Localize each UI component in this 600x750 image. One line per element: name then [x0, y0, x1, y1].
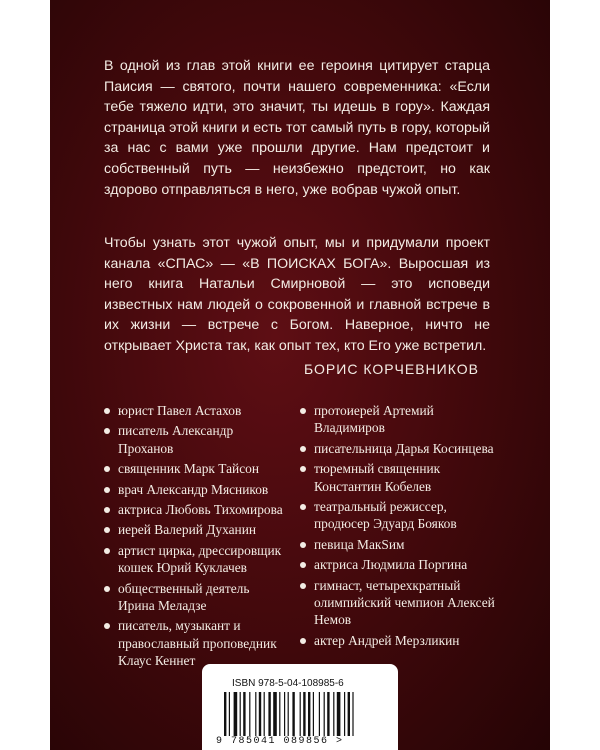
- participant-text: гимнаст, четырехкратный олимпийский чемпион Алексей Немов: [314, 577, 495, 628]
- barcode-bar: [313, 692, 314, 736]
- participant-text: иерей Валерий Духанин: [118, 522, 257, 538]
- participant-item: [104, 422, 286, 457]
- barcode-bar: [288, 692, 289, 736]
- barcode-bar: [243, 692, 245, 736]
- participant-text: священник Марк Тайсон: [118, 461, 260, 477]
- participant-text: писатель Александр Проханов: [118, 423, 234, 456]
- bullet-icon: [104, 507, 110, 513]
- barcode-digits: 9 785041 089856 >: [216, 736, 344, 747]
- participant-item: [104, 521, 286, 538]
- bullet-icon: [300, 504, 306, 510]
- barcode-bar: [337, 692, 341, 736]
- barcode-bar: [319, 692, 320, 736]
- participants-list-left: [104, 402, 286, 673]
- bullet-icon: [300, 408, 306, 414]
- barcode-bar: [292, 692, 294, 736]
- participant-text: певица МакSим: [314, 536, 405, 552]
- barcode-bar: [234, 692, 238, 736]
- bullet-icon: [300, 542, 306, 548]
- participant-item: [104, 501, 286, 518]
- participant-text: актриса Любовь Тихомирова: [118, 502, 283, 518]
- barcode-panel: [202, 664, 398, 750]
- participant-item: [300, 556, 500, 573]
- bullet-icon: [300, 446, 306, 452]
- barcode-bar: [303, 692, 305, 736]
- participant-text: общественный деятель Ирина Меладзе: [118, 580, 250, 614]
- participant-text: писатель, музыкант и православный проповедник Клаус Кеннет: [118, 618, 277, 669]
- intro-paragraph-1: В одной из глав этой книги ее героиня цитирует старца Паисия — святого, почти нашего современника: «Если тебе тяжело идти, это значит, ты идешь в гору». Каждая страница этой книги и есть тот самый путь в гору, который за нас с вами уже прошли другие. Нам предстоит и собственный путь — неизбежно предстоит, но как здорово отправляться в него, уже вобрав чужой опыт.: [104, 58, 490, 198]
- barcode-bar: [255, 692, 256, 736]
- book-back-cover: [50, 0, 550, 750]
- barcode-bar: [273, 692, 277, 736]
- bullet-icon: [104, 527, 110, 533]
- participant-item: [104, 617, 286, 669]
- barcode-bar: [279, 692, 280, 736]
- barcode-bar: [229, 692, 230, 736]
- participant-item: [300, 440, 500, 457]
- barcode-bar: [300, 692, 301, 736]
- participant-item: [104, 542, 286, 577]
- participant-item: [104, 402, 286, 419]
- barcode-bar: [249, 692, 250, 736]
- intro-paragraph-2: Чтобы узнать этот чужой опыт, мы и придумали проект канала «СПАС» — «В ПОИСКАХ БОГА». Выросшая из него книга Натальи Смирновой — это исповеди известных нам людей о сокровенной и главной встрече в их жизни — встрече с Богом. Наверное, ничто не открывает Христа так, как опыт тех, кто Его уже встретил.: [104, 235, 490, 354]
- participant-text: актер Андрей Мерзликин: [314, 632, 460, 648]
- participant-text: тюремный священник Константин Кобелев: [314, 461, 441, 494]
- participant-item: [300, 577, 500, 629]
- author-signature: БОРИС КОРЧЕВНИКОВ: [304, 361, 479, 377]
- participant-text: артист цирка, дрессировщик кошек Юрий Куклачев: [118, 542, 282, 576]
- barcode-bar: [224, 692, 226, 736]
- participant-item: [300, 536, 500, 553]
- bullet-icon: [104, 548, 110, 554]
- barcode-bar: [240, 692, 241, 736]
- participant-text: протоиерей Артемий Владимиров: [314, 403, 434, 436]
- bullet-icon: [104, 487, 110, 493]
- participant-item: [104, 580, 286, 615]
- barcode-bar: [268, 692, 270, 736]
- participant-text: юрист Павел Астахов: [118, 403, 242, 418]
- barcode-bar: [344, 692, 345, 736]
- barcode-bar: [284, 692, 285, 736]
- isbn-text: ISBN 978-5-04-108985-6: [232, 678, 344, 689]
- participant-text: актриса Людмила Поргина: [314, 557, 468, 573]
- participant-item: [104, 460, 286, 477]
- participant-item: [300, 460, 500, 495]
- bullet-icon: [104, 466, 110, 472]
- bullet-icon: [104, 623, 110, 629]
- bullet-icon: [300, 562, 306, 568]
- barcode-bar: [259, 692, 261, 736]
- participant-text: врач Александр Мясников: [118, 481, 269, 497]
- barcode-bar: [324, 692, 325, 736]
- barcode-bar: [352, 692, 353, 736]
- participant-text: театральный режиссер, продюсер Эдуард Бояков: [314, 499, 457, 532]
- bullet-icon: [300, 638, 306, 644]
- barcode-bar: [264, 692, 265, 736]
- bullet-icon: [300, 466, 306, 472]
- participant-item: [104, 481, 286, 498]
- barcode-image: [224, 692, 376, 736]
- bullet-icon: [300, 583, 306, 589]
- barcode-bar: [333, 692, 334, 736]
- bullet-icon: [104, 428, 110, 434]
- participant-item: [300, 632, 500, 649]
- barcode-bar: [327, 692, 329, 736]
- bullet-icon: [104, 586, 110, 592]
- barcode-bar: [308, 692, 310, 736]
- participant-text: писательница Дарья Косинцева: [314, 440, 494, 456]
- bullet-icon: [104, 408, 110, 414]
- participants-list-right: [300, 402, 500, 652]
- barcode-bar: [348, 692, 350, 736]
- participant-item: [300, 498, 500, 533]
- participant-item: [300, 402, 500, 437]
